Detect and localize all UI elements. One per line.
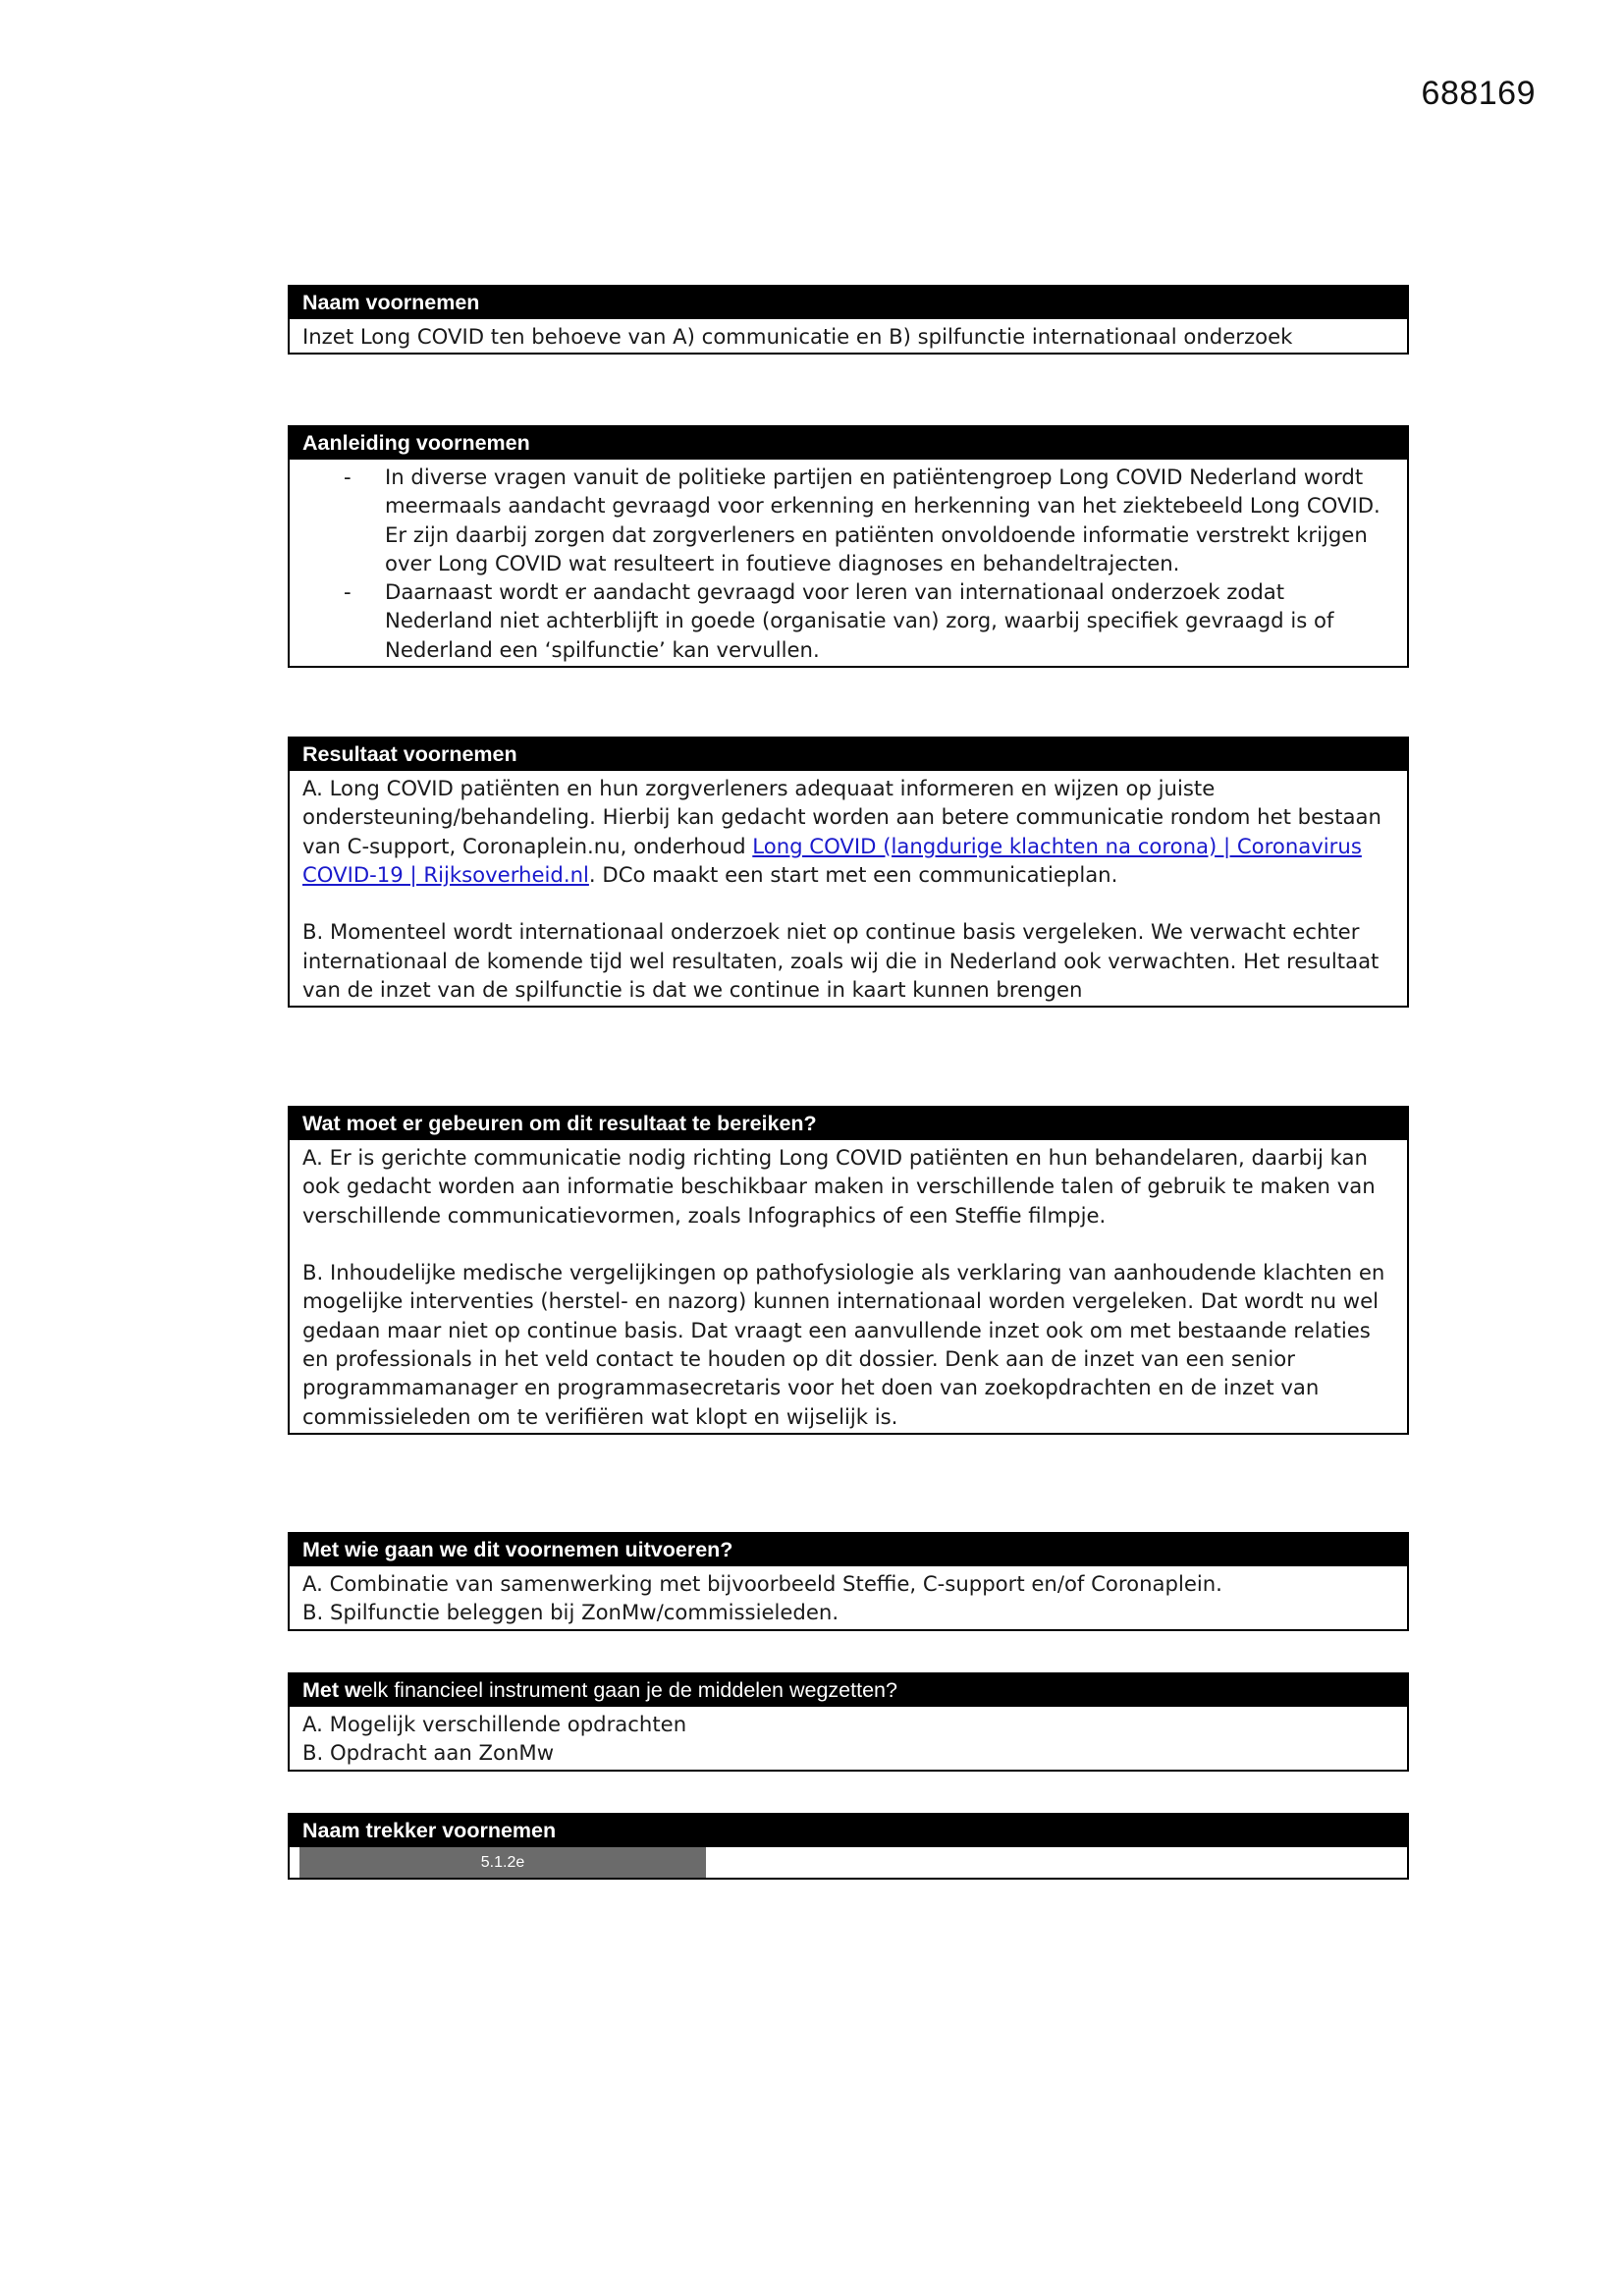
list-item-text: In diverse vragen vanuit de politieke partijen en patiëntengroep Long COVID Nederland wordt meermaals aandacht gevraagd voor erkenning en herkenning van het ziektebeeld Long COVID. Er zijn daarbij zorgen dat zorgverleners en patiënten onvoldoende informatie verstrekt krijgen over Long COVID wat resulteert in foutieve diagnoses en behandeltrajecten.	[385, 465, 1380, 575]
section-header: Naam trekker voornemen	[290, 1815, 1407, 1847]
section-header: Wat moet er gebeuren om dit resultaat te bereiken?	[290, 1108, 1407, 1140]
dash-bullet: -	[344, 579, 352, 605]
partner-a-line: A. Combinatie van samenwerking met bijvoorbeeld Steffie, C-support en/of Coronaplein.	[302, 1571, 1222, 1596]
section-header-bold: Met w	[302, 1678, 361, 1702]
section-body	[290, 319, 1407, 353]
section-aanleiding-voornemen	[288, 425, 1409, 668]
section-header	[290, 1674, 1407, 1707]
section-header: Naam voornemen	[290, 287, 1407, 319]
result-a-text: A. Long COVID patiënten en hun zorgverleners adequaat informeren en wijzen op juiste ondersteuning/behandeling. Hierbij kan gedacht worden aan betere communicatie rondom het bestaan van C-support, Coronaplein.nu, onderhoud	[302, 776, 1381, 858]
action-b-paragraph: B. Inhoudelijke medische vergelijkingen op pathofysiologie als verklaring van aanhoudende klachten en mogelijke interventies (herstel- en nazorg) kunnen internationaal worden vergeleken. Dat wordt nu wel gedaan maar niet op continue basis. Dat vraagt een aanvullende inzet ook om met bestaande relaties en professionals in het veld contact te houden op dit dossier. Denk aan de inzet van een senior programmamanager en programmasecretaris voor het doen van zoekopdrachten en de inzet van commissieleden om te verifiëren wat klopt en wijselijk is.	[302, 1260, 1385, 1429]
action-a-paragraph: A. Er is gerichte communicatie nodig richting Long COVID patiënten en hun behandelaren, daarbij kan ook gedacht worden aan informatie beschikbaar maken in verschillende talen of gebruik te maken van verschillende communicatievormen, zoals Infographics of een Steffie filmpje.	[302, 1145, 1376, 1228]
section-naam-voornemen	[288, 285, 1409, 355]
partner-b-line: B. Spilfunctie beleggen bij ZonMw/commissieleden.	[302, 1600, 839, 1625]
list-item-text: Daarnaast wordt er aandacht gevraagd voor leren van internationaal onderzoek zodat Nederland niet achterblijft in goede (organisatie van) zorg, waarbij specifiek gevraagd is of Nederland een ‘spilfunctie’ kan vervullen.	[385, 579, 1334, 662]
reason-list	[302, 463, 1394, 664]
section-body	[290, 771, 1407, 1006]
section-body	[290, 1707, 1407, 1770]
result-a-paragraph	[302, 774, 1394, 889]
list-item	[302, 577, 1394, 664]
section-body	[290, 1566, 1407, 1629]
result-a-text-end: . DCo maakt een start met een communicatieplan.	[588, 861, 1118, 887]
section-financieel-instrument	[288, 1672, 1409, 1772]
section-body	[290, 460, 1407, 666]
project-name-text: Inzet Long COVID ten behoeve van A) communicatie en B) spilfunctie internationaal onderzoek	[302, 324, 1293, 349]
section-body	[290, 1140, 1407, 1433]
redacted-name-box: 5.1.2e	[299, 1847, 706, 1878]
section-header-rest: elk financieel instrument gaan je de middelen wegzetten?	[360, 1678, 897, 1702]
trekker-name-row	[290, 1847, 1407, 1878]
section-header: Resultaat voornemen	[290, 738, 1407, 771]
instrument-a-line: A. Mogelijk verschillende opdrachten	[302, 1712, 687, 1736]
document-number: 688169	[1421, 75, 1536, 112]
rijksoverheid-long-covid-link[interactable]: Long COVID (langdurige klachten na corona) | Coronavirus COVID-19 | Rijksoverheid.nl	[302, 833, 1362, 887]
dash-bullet: -	[344, 465, 352, 489]
section-met-wie	[288, 1532, 1409, 1631]
section-resultaat-voornemen	[288, 737, 1409, 1008]
section-wat-moet-er-gebeuren	[288, 1106, 1409, 1435]
list-item	[302, 463, 1394, 577]
section-header: Aanleiding voornemen	[290, 427, 1407, 460]
section-naam-trekker	[288, 1813, 1409, 1880]
section-header: Met wie gaan we dit voornemen uitvoeren?	[290, 1534, 1407, 1566]
result-b-paragraph: B. Momenteel wordt internationaal onderzoek niet op continue basis vergeleken. We verwacht echter internationaal de komende tijd wel resultaten, zoals wij die in Nederland ook verwachten. Het resultaat van de inzet van de spilfunctie is dat we continue in kaart kunnen brengen	[302, 919, 1380, 1003]
instrument-b-line: B. Opdracht aan ZonMw	[302, 1740, 555, 1766]
